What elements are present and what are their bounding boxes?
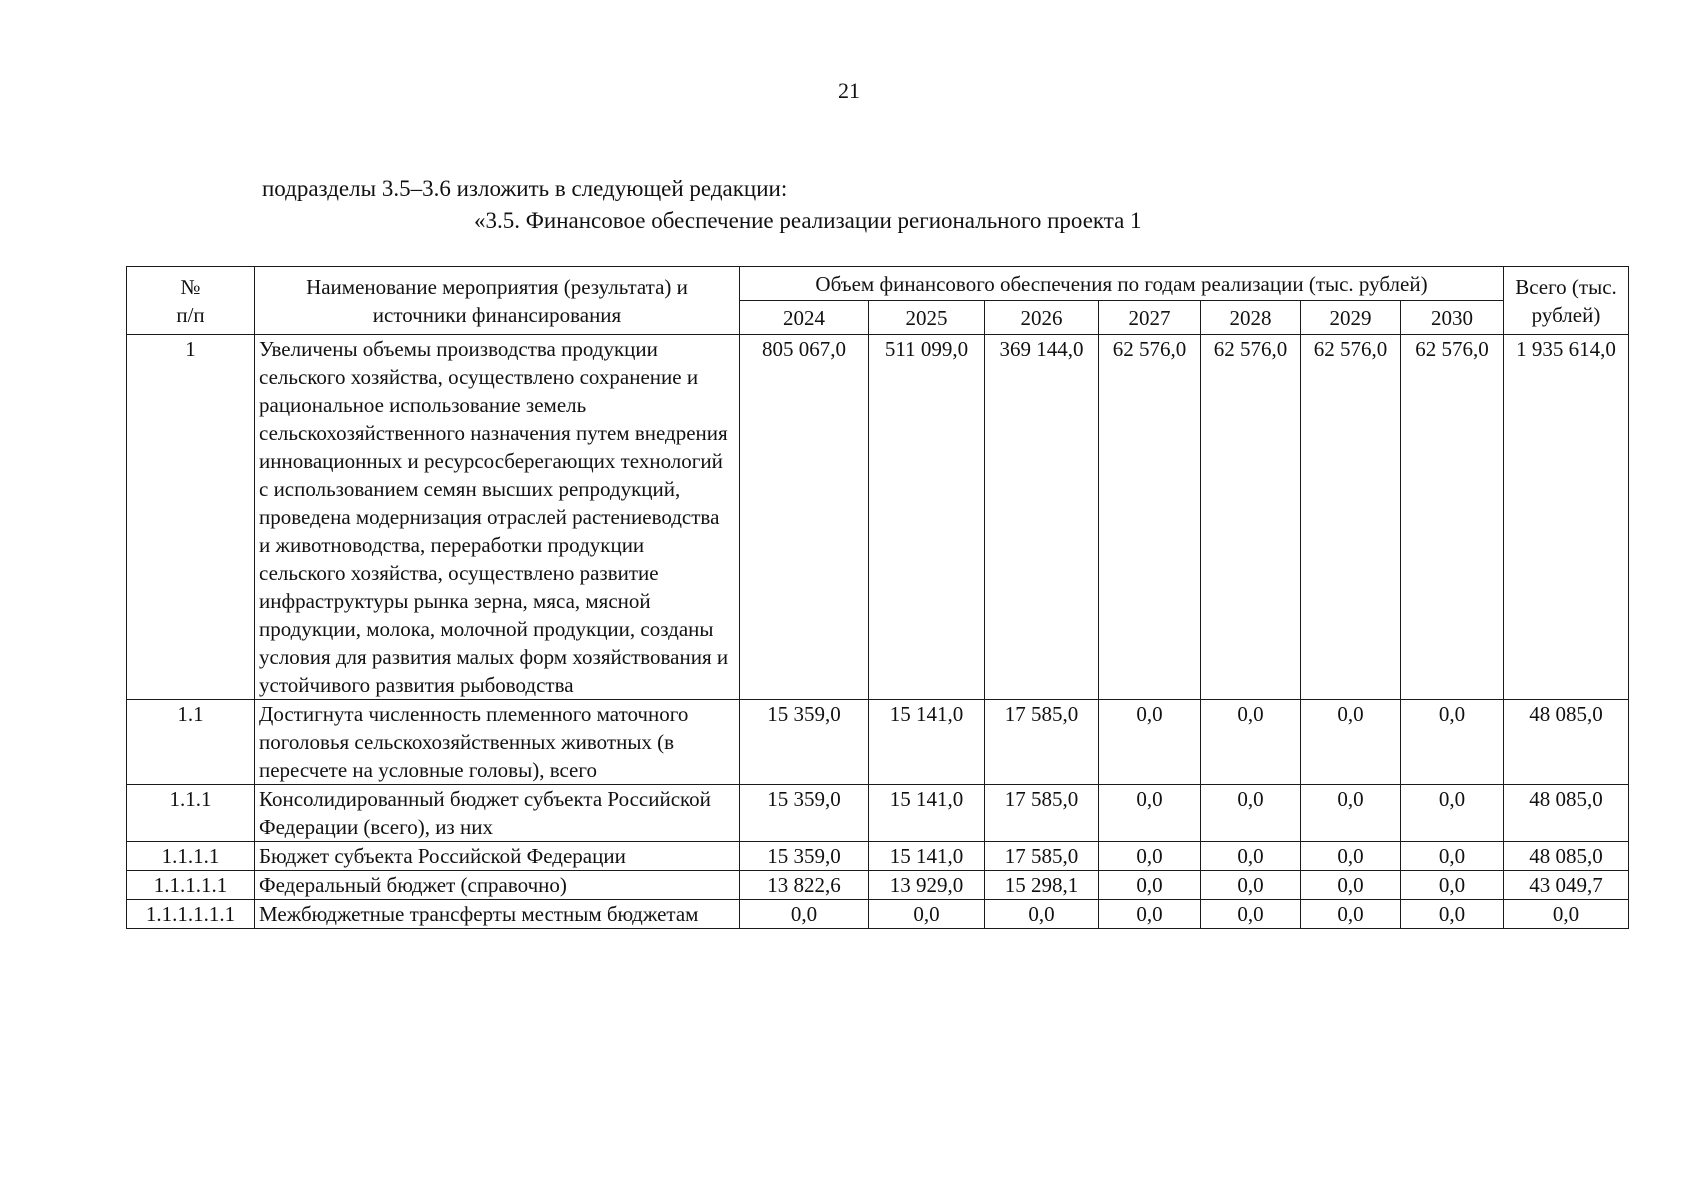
year-value: 0,0 <box>1201 842 1301 871</box>
year-value: 62 576,0 <box>1099 335 1201 700</box>
financing-table <box>126 266 1629 929</box>
year-value: 0,0 <box>1301 700 1401 785</box>
row-name: Увеличены объемы производства продукции сельского хозяйства, осуществлено сохранение и рациональное использование земель сельскохозяйственного назначения путем внедрения инновационных и ресурсосберегающих технологий с использованием семян высших репродукций, проведена модернизация отраслей растениеводства и животноводства, переработки продукции сельского хозяйства, осуществлено развитие инфраструктуры рынка зерна, мяса, мясной продукции, молока, молочной продукции, созданы условия для развития малых форм хозяйствования и устойчивого развития рыбоводства <box>255 335 740 700</box>
year-value: 0,0 <box>1201 785 1301 842</box>
row-number: 1.1.1.1 <box>127 842 255 871</box>
year-value: 13 929,0 <box>869 871 985 900</box>
table-row <box>127 871 1629 900</box>
row-total: 1 935 614,0 <box>1504 335 1629 700</box>
year-value: 805 067,0 <box>740 335 869 700</box>
year-value: 15 141,0 <box>869 785 985 842</box>
year-value: 0,0 <box>1301 785 1401 842</box>
table-row <box>127 900 1629 929</box>
intro-text: подразделы 3.5–3.6 изложить в следующей редакции: <box>262 176 788 201</box>
year-value: 0,0 <box>1099 785 1201 842</box>
year-value: 0,0 <box>1201 871 1301 900</box>
year-value: 15 359,0 <box>740 842 869 871</box>
year-value: 17 585,0 <box>985 700 1099 785</box>
year-value: 0,0 <box>869 900 985 929</box>
header-year: 2026 <box>985 301 1099 335</box>
year-value: 0,0 <box>1201 900 1301 929</box>
header-year: 2024 <box>740 301 869 335</box>
header-year: 2027 <box>1099 301 1201 335</box>
row-total: 0,0 <box>1504 900 1629 929</box>
row-name: Федеральный бюджет (справочно) <box>255 871 740 900</box>
year-value: 0,0 <box>740 900 869 929</box>
row-name: Консолидированный бюджет субъекта Российской Федерации (всего), из них <box>255 785 740 842</box>
year-value: 17 585,0 <box>985 842 1099 871</box>
year-value: 0,0 <box>1401 785 1504 842</box>
year-value: 0,0 <box>985 900 1099 929</box>
row-number: 1.1.1.1.1 <box>127 871 255 900</box>
year-value: 17 585,0 <box>985 785 1099 842</box>
year-value: 15 359,0 <box>740 700 869 785</box>
header-year: 2029 <box>1301 301 1401 335</box>
header-name: Наименование мероприятия (результата) и источники финансирования <box>255 267 740 335</box>
year-value: 0,0 <box>1301 842 1401 871</box>
year-value: 0,0 <box>1401 700 1504 785</box>
year-value: 0,0 <box>1401 842 1504 871</box>
row-number: 1 <box>127 335 255 700</box>
year-value: 0,0 <box>1401 871 1504 900</box>
row-total: 43 049,7 <box>1504 871 1629 900</box>
table-row <box>127 335 1629 700</box>
table-row <box>127 700 1629 785</box>
year-value: 369 144,0 <box>985 335 1099 700</box>
row-number: 1.1.1 <box>127 785 255 842</box>
year-value: 15 359,0 <box>740 785 869 842</box>
row-total: 48 085,0 <box>1504 842 1629 871</box>
header-year: 2030 <box>1401 301 1504 335</box>
header-total: Всего (тыс. рублей) <box>1504 267 1629 335</box>
year-value: 511 099,0 <box>869 335 985 700</box>
year-value: 62 576,0 <box>1301 335 1401 700</box>
row-number: 1.1.1.1.1.1 <box>127 900 255 929</box>
year-value: 13 822,6 <box>740 871 869 900</box>
row-number: 1.1 <box>127 700 255 785</box>
year-value: 0,0 <box>1201 700 1301 785</box>
year-value: 0,0 <box>1099 700 1201 785</box>
row-total: 48 085,0 <box>1504 785 1629 842</box>
year-value: 0,0 <box>1401 900 1504 929</box>
header-row <box>127 267 1629 301</box>
header-num: № п/п <box>127 267 255 335</box>
row-name: Межбюджетные трансферты местным бюджетам <box>255 900 740 929</box>
row-name: Достигнута численность племенного маточного поголовья сельскохозяйственных животных (в пересчете на условные головы), всего <box>255 700 740 785</box>
year-value: 0,0 <box>1099 900 1201 929</box>
year-value: 0,0 <box>1301 871 1401 900</box>
year-value: 62 576,0 <box>1401 335 1504 700</box>
year-value: 15 298,1 <box>985 871 1099 900</box>
header-volume: Объем финансового обеспечения по годам реализации (тыс. рублей) <box>740 267 1504 301</box>
section-title: «3.5. Финансовое обеспечение реализации регионального проекта 1 <box>474 208 1142 233</box>
year-value: 15 141,0 <box>869 842 985 871</box>
year-value: 15 141,0 <box>869 700 985 785</box>
table-row <box>127 842 1629 871</box>
page-number: 21 <box>838 78 860 103</box>
table-row <box>127 785 1629 842</box>
header-year: 2028 <box>1201 301 1301 335</box>
year-value: 0,0 <box>1301 900 1401 929</box>
year-value: 62 576,0 <box>1201 335 1301 700</box>
year-value: 0,0 <box>1099 871 1201 900</box>
row-name: Бюджет субъекта Российской Федерации <box>255 842 740 871</box>
header-year: 2025 <box>869 301 985 335</box>
year-value: 0,0 <box>1099 842 1201 871</box>
row-total: 48 085,0 <box>1504 700 1629 785</box>
